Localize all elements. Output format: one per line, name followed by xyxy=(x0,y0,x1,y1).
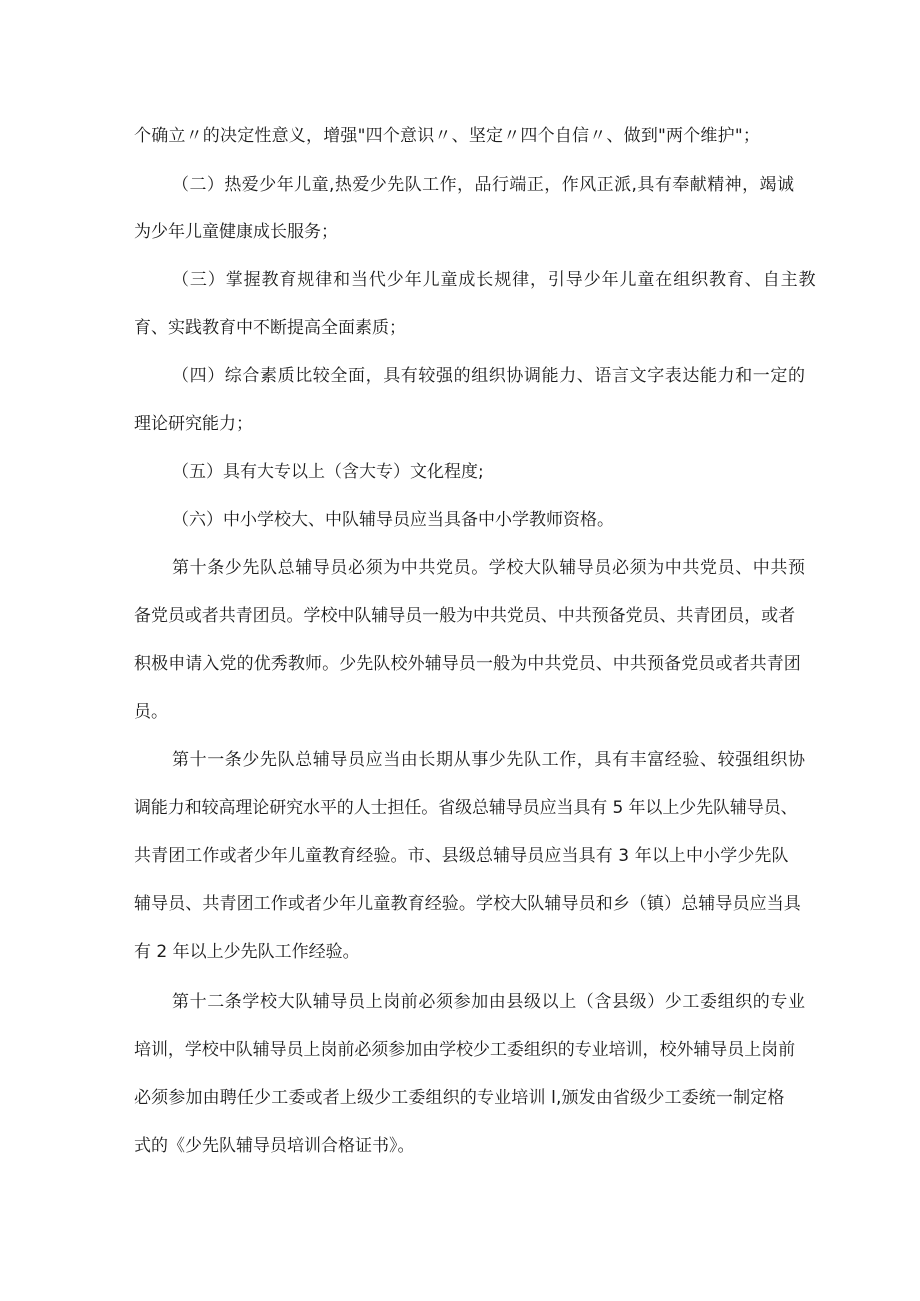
list-item-2-line-1: （二）热爱少年儿童,热爱少先队工作，品行端正，作风正派,具有奉献精神，竭诚 xyxy=(172,175,795,195)
list-item-5-line-1: （五）具有大专以上（含大专）文化程度; xyxy=(172,462,484,482)
list-item-6-line-1: （六）中小学校大、中队辅导员应当具备中小学教师资格。 xyxy=(172,510,614,530)
article-12-line-3: 必须参加由聘任少工委或者上级少工委组织的专业培训 l,颁发由省级少工委统一制定格 xyxy=(134,1088,785,1108)
article-12-line-2: 培训，学校中队辅导员上岗前必须参加由学校少工委组织的专业培训，校外辅导员上岗前 xyxy=(134,1040,796,1060)
article-11-line-2: 调能力和较高理论研究水平的人士担任。省级总辅导员应当具有 5 年以上少先队辅导员、 xyxy=(134,798,798,818)
list-item-4-line-2: 理论研究能力； xyxy=(134,414,253,434)
article-11-line-1: 第十一条少先队总辅导员应当由长期从事少先队工作，具有丰富经验、较强组织协 xyxy=(172,750,806,770)
article-10-line-2: 备党员或者共青团员。学校中队辅导员一般为中共党员、中共预备党员、共青团员，或者 xyxy=(134,606,796,626)
article-11-line-3: 共青团工作或者少年儿童教育经验。市、县级总辅导员应当具有 3 年以上中小学少先队 xyxy=(134,846,789,866)
article-12-line-1: 第十二条学校大队辅导员上岗前必须参加由县级以上（含县级）少工委组织的专业 xyxy=(172,992,806,1012)
body-text-line: 个确立〃的决定性意义，增强"四个意识〃、坚定〃四个自信〃、做到"两个维护"； xyxy=(134,126,761,146)
list-item-3-line-2: 育、实践教育中不断提高全面素质； xyxy=(134,318,406,338)
list-item-3-line-1: （三）掌握教育规律和当代少年儿童成长规律，引导少年儿童在组织教育、自主教 xyxy=(172,270,817,290)
article-12-line-4: 式的《少先队辅导员培训合格证书》。 xyxy=(134,1136,415,1156)
article-11-line-4: 辅导员、共青团工作或者少年儿童教育经验。学校大队辅导员和乡（镇）总辅导员应当具 xyxy=(134,894,801,914)
article-10-line-3: 积极申请入党的优秀教师。少先队校外辅导员一般为中共党员、中共预备党员或者共青团 xyxy=(134,654,801,674)
article-11-line-5: 有 2 年以上少先队工作经验。 xyxy=(134,942,360,962)
list-item-4-line-1: （四）综合素质比较全面，具有较强的组织协调能力、语言文字表达能力和一定的 xyxy=(172,366,806,386)
article-10-line-1: 第十条少先队总辅导员必须为中共党员。学校大队辅导员必须为中共党员、中共预 xyxy=(172,558,806,578)
article-10-line-4: 员。 xyxy=(134,702,168,722)
list-item-2-line-2: 为少年儿童健康成长服务； xyxy=(134,222,338,242)
